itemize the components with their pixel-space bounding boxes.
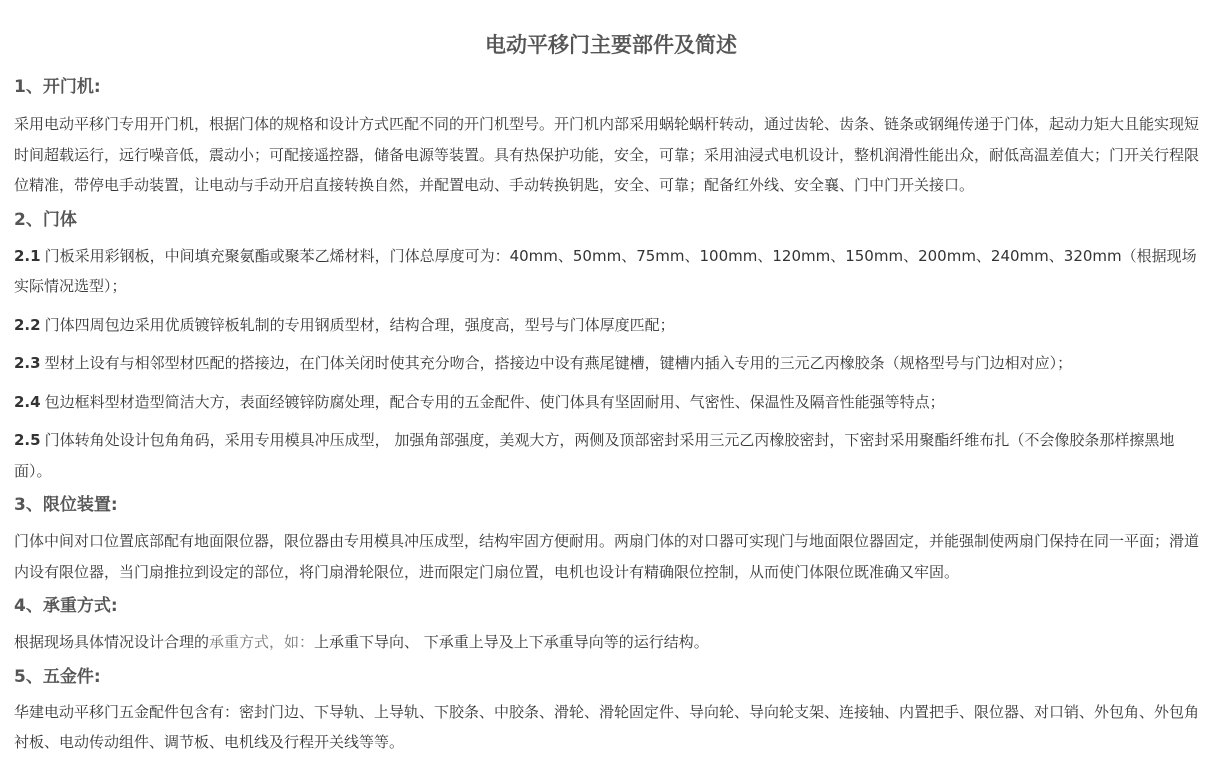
door-body-item-2-5: [14, 425, 1208, 486]
section-heading-load-bearing: 4、承重方式:: [14, 596, 118, 616]
door-body-item-2-4: [14, 387, 1208, 418]
item-number: 2.2: [14, 315, 41, 334]
load-bearing-text-before: 根据现场具体情况设计合理的: [14, 633, 210, 651]
item-text: 型材上设有与相邻型材匹配的搭接边，在门体关闭时使其充分吻合，搭接边中设有燕尾键槽，键槽内插入专用的三元乙丙橡胶条（规格型号与门边相对应）；: [44, 354, 1073, 372]
door-body-item-2-1: [14, 241, 1208, 302]
door-body-item-2-2: [14, 310, 1208, 341]
item-text: 包边框料型材造型简洁大方，表面经镀锌防腐处理，配合专用的五金配件、使门体具有坚固耐用、气密性、保温性及隔音性能强等特点；: [44, 392, 945, 411]
door-body-item-2-3: [14, 348, 1208, 379]
item-text: 门板采用彩钢板，中间填充聚氨酯或聚苯乙烯材料，门体总厚度可为：40mm、50mm、75mm、100mm、120mm、150mm、200mm、240mm、320mm（根据现场实际情况选型）；: [14, 246, 1197, 295]
opener-paragraph: 采用电动平移门专用开门机，根据门体的规格和设计方式匹配不同的开门机型号。开门机内部采用蜗轮蜗杆转动，通过齿轮、齿条、链条或钢绳传递于门体，起动力矩大且能实现短时间超载运行，远行噪音低，震动小；可配接遥控器，储备电源等装置。具有热保护功能，安全，可靠；采用油浸式电机设计，整机润滑性能出众，耐低高温差值大；门开关行程限位精准，带停电手动装置，让电动与手动开启直接转换自然，并配置电动、手动转换钥匙，安全、可靠；配备红外线、安全襄、门中门开关接口。: [14, 115, 1200, 194]
item-text: 门体转角处设计包角角码，采用专用模具冲压成型， 加强角部强度，美观大方，两侧及顶部密封采用三元乙丙橡胶密封，下密封采用聚酯纤维布扎（不会像胶条那样擦黑地面）。: [14, 431, 1175, 480]
load-bearing-text-after: 上承重下导向、 下承重上导及上下承重导向等的运行结构。: [314, 633, 709, 651]
item-text: 门体四周包边采用优质镀锌板轧制的专用钢质型材，结构合理，强度高，型号与门体厚度匹配；: [44, 315, 675, 334]
item-number: 2.4: [14, 392, 41, 411]
section-heading-opener: 1、开门机:: [14, 77, 101, 97]
section-heading-limit-device: 3、限位装置:: [14, 495, 118, 515]
item-number: 2.3: [14, 354, 41, 372]
section-heading-door-body: 2、门体: [14, 209, 77, 230]
hardware-paragraph: 华建电动平移门五金配件包含有：密封门边、下导轨、上导轨、下胶条、中胶条、滑轮、滑轮固定件、导向轮、导向轮支架、连接轴、内置把手、限位器、对口销、外包角、外包角衬板、电动传动组件、调节板、电机线及行程开关线等等。: [14, 702, 1200, 751]
load-bearing-text-muted: 承重方式，如：: [209, 633, 315, 651]
document-title: 电动平移门主要部件及简述: [485, 33, 737, 57]
limit-device-paragraph: 门体中间对口位置底部配有地面限位器，限位器由专用模具冲压成型，结构牢固方便耐用。两扇门体的对口器可实现门与地面限位器固定，并能强制使两扇门保持在同一平面；滑道内设有限位器，当门扇推拉到设定的部位，将门扇滑轮限位，进而限定门扇位置，电机也设计有精确限位控制，从而使门体限位既准确又牢固。: [14, 532, 1200, 581]
section-heading-hardware: 5、五金件:: [14, 666, 101, 687]
item-number: 2.5: [14, 431, 41, 449]
load-bearing-paragraph: [14, 627, 1208, 658]
item-number: 2.1: [14, 246, 41, 265]
